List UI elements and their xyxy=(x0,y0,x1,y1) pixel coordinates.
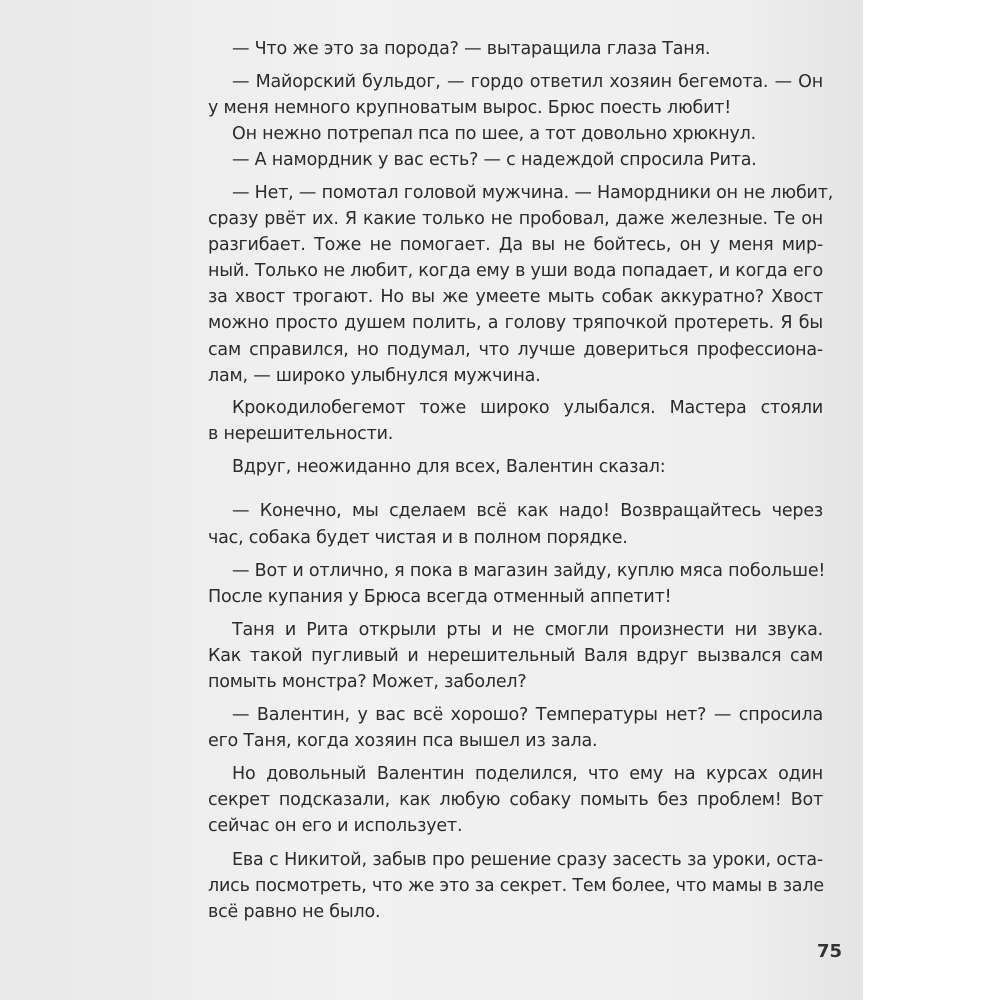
text-line: ный. Только не любит, когда ему в уши вода попадает, и когда его xyxy=(208,261,823,281)
text-line: Но довольный Валентин поделился, что ему на курсах один xyxy=(232,764,823,784)
text-line: в нерешительности. xyxy=(208,424,394,444)
text-line: — Нет, — помотал головой мужчина. — Намордники он не любит, xyxy=(232,183,834,203)
text-line: час, собака будет чистая и в полном порядке. xyxy=(208,528,628,548)
text-line: помыть монстра? Может, заболел? xyxy=(208,672,527,692)
text-line: лись посмотреть, что же это за секрет. Тем более, что мамы в зале xyxy=(208,876,824,896)
text-line: всё равно не было. xyxy=(208,902,381,922)
text-line: — Майорский бульдог, — гордо ответил хозяин бегемота. — Он xyxy=(232,72,823,92)
text-line: за хвост трогают. Но вы же умеете мыть собак аккуратно? Хвост xyxy=(208,287,823,307)
text-line: Он нежно потрепал пса по шее, а тот довольно хрюкнул. xyxy=(232,124,757,144)
page-number: 75 xyxy=(817,941,843,962)
text-line: секрет подсказали, как любую собаку помыть без проблем! Вот xyxy=(208,790,823,810)
text-line: Таня и Рита открыли рты и не смогли произнести ни звука. xyxy=(232,620,823,640)
text-line: у меня немного крупноватым вырос. Брюс поесть любит! xyxy=(208,98,732,118)
text-line: Как такой пугливый и нерешительный Валя вдруг вызвался сам xyxy=(208,646,823,666)
text-line: разгибает. Тоже не помогает. Да вы не бойтесь, он у меня мир- xyxy=(208,235,823,255)
text-line: его Таня, когда хозяин пса вышел из зала. xyxy=(208,731,598,751)
text-line: Ева с Никитой, забыв про решение сразу засесть за уроки, оста- xyxy=(232,850,823,870)
text-line: лам, — широко улыбнулся мужчина. xyxy=(208,366,541,386)
text-line: Крокодилобегемот тоже широко улыбался. Мастера стояли xyxy=(232,398,823,418)
text-line: — А намордник у вас есть? — с надеждой спросила Рита. xyxy=(232,150,757,170)
text-line: — Конечно, мы сделаем всё как надо! Возвращайтесь через xyxy=(232,501,823,521)
text-line: — Что же это за порода? — вытаращила глаза Таня. xyxy=(232,39,711,59)
text-line: сразу рвёт их. Я какие только не пробовал, даже железные. Те он xyxy=(208,209,823,229)
text-line: После купания у Брюса всегда отменный аппетит! xyxy=(208,587,672,607)
text-line: — Валентин, у вас всё хорошо? Температуры нет? — спросила xyxy=(232,705,823,725)
text-line: сейчас он его и использует. xyxy=(208,816,463,836)
text-line: сам справился, но подумал, что лучше довериться профессиона- xyxy=(208,340,823,360)
text-line: можно просто душем полить, а голову тряпочкой протереть. Я бы xyxy=(208,313,823,333)
text-line: — Вот и отлично, я пока в магазин зайду, куплю мяса побольше! xyxy=(232,561,826,581)
text-line: Вдруг, неожиданно для всех, Валентин сказал: xyxy=(232,457,666,477)
